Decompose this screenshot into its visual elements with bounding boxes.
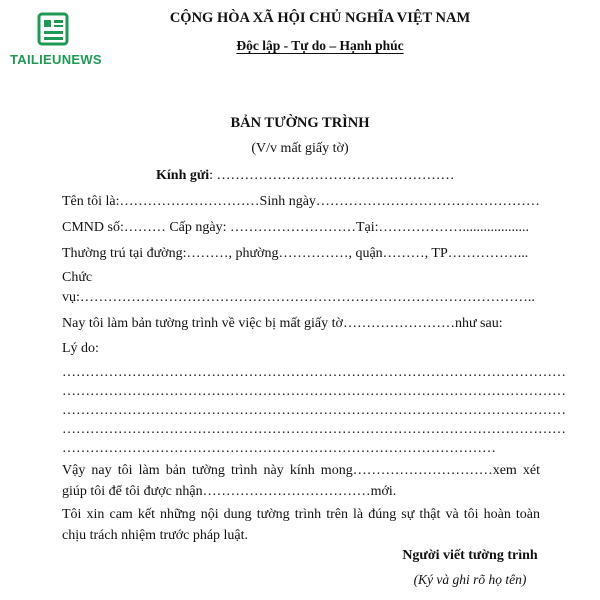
national-title: CỘNG HÒA XÃ HỘI CHỦ NGHĨA VIỆT NAM — [169, 10, 471, 26]
tailieunews-logo — [10, 12, 100, 67]
document-title: BẢN TƯỜNG TRÌNH — [230, 115, 370, 131]
document-lines-icon — [36, 12, 74, 48]
reason-line: ……………………………………………………………………………………………… — [62, 384, 566, 399]
request-paragraph: Vậy nay tôi làm bản tường trình này kính mong…………………………xem xét giúp tôi để tôi được nhận………………………………mới. — [62, 463, 540, 499]
recipient-label: Kính gửi — [156, 168, 210, 183]
report-line: Nay tôi làm bản tường trình về việc bị mất giấy tờ……………………như sau: — [62, 316, 503, 331]
signer-note: (Ký và ghi rõ họ tên) — [413, 572, 527, 587]
position-line: vụ:…………………………………………………………………………………….. — [62, 290, 535, 305]
reason-line: ……………………………………………………………………………………………… — [62, 403, 566, 418]
document-subtitle: (V/v mất giấy tờ) — [251, 141, 349, 156]
position-label: Chức — [62, 270, 93, 285]
recipient-fill: : …………………………………………… — [209, 168, 455, 183]
id-line: CMND số:……… Cấp ngày: ………………………Tại:………………................... — [62, 220, 530, 235]
reason-label: Lý do: — [62, 341, 99, 356]
address-line: Thường trú tại đường:………, phường……………, quận………, TP……………... — [62, 246, 529, 261]
reason-line: ……………………………………………………………………………………………… — [62, 422, 566, 437]
reason-line: ………………………………………………………………………………… — [62, 441, 496, 456]
name-line: Tên tôi là:…………………………Sinh ngày………………………………………… — [62, 194, 540, 209]
reason-line: ……………………………………………………………………………………………… — [62, 365, 566, 380]
commitment-paragraph: Tôi xin cam kết những nội dung tường trình trên là đúng sự thật và tôi hoàn toàn chịu trách nhiệm trước pháp luật. — [62, 507, 540, 543]
national-motto: Độc lập - Tự do – Hạnh phúc — [236, 38, 404, 53]
recipient-line — [156, 168, 455, 184]
signer-title: Người viết tường trình — [402, 548, 538, 563]
logo-text: TAILIEUNEWS — [10, 52, 102, 67]
